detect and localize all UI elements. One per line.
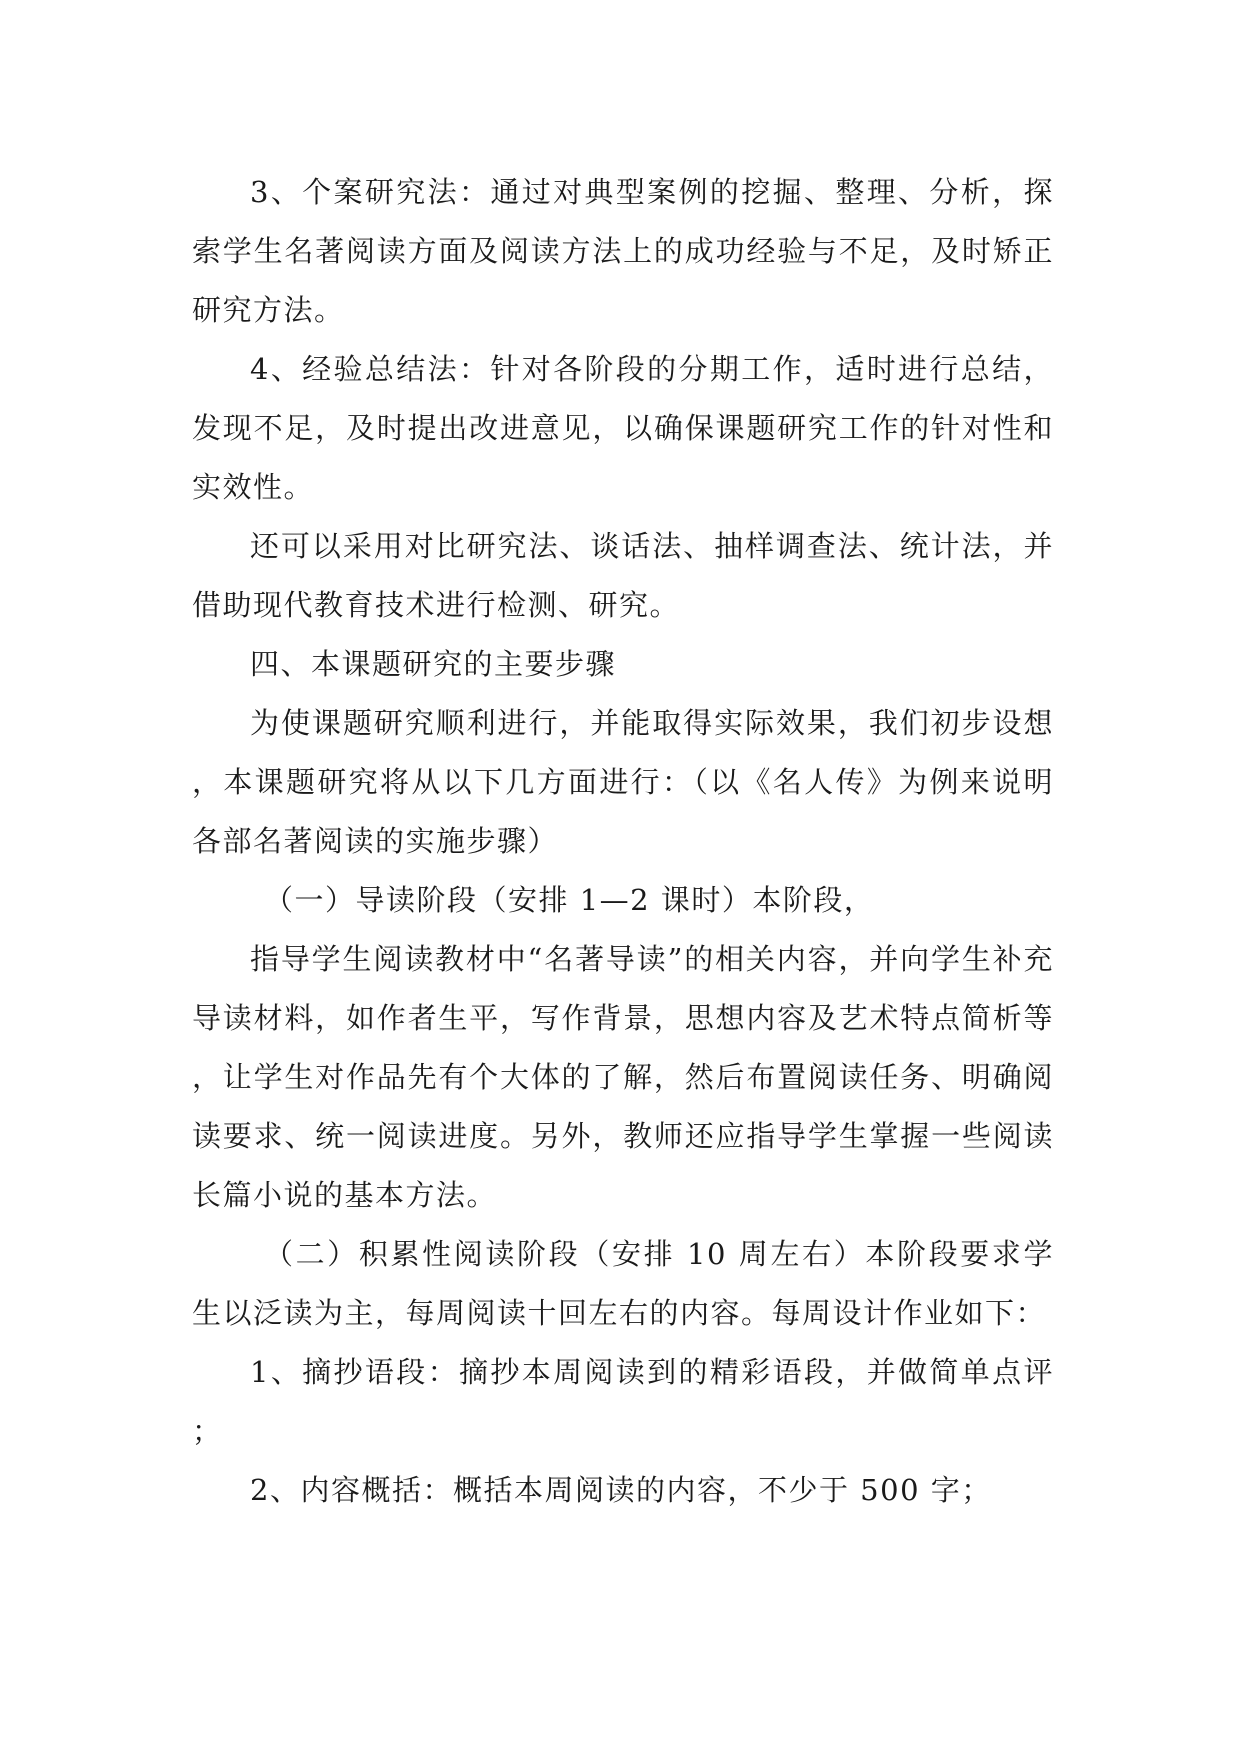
paragraph-case-study-method: 3、个案研究法：通过对典型案例的挖掘、整理、分析，探索学生名著阅读方面及阅读方法上的成功经验与不足，及时矫正研究方法。 bbox=[192, 175, 1054, 327]
subheading-guided-reading-stage: （一）导读阶段（安排 1—2 课时）本阶段， bbox=[264, 883, 875, 917]
paragraph-other-methods: 还可以采用对比研究法、谈话法、抽样调查法、统计法，并借助现代教育技术进行检测、研究。 bbox=[192, 529, 1054, 622]
list-item-summary: 2、内容概括：概括本周阅读的内容，不少于 500 字； bbox=[250, 1473, 992, 1507]
section-heading-main-steps: 四、本课题研究的主要步骤 bbox=[250, 647, 617, 681]
document-body bbox=[192, 163, 1054, 1520]
paragraph-accumulative-reading-stage: （二）积累性阅读阶段（安排 10 周左右）本阶段要求学生以泛读为主，每周阅读十回左右的内容。每周设计作业如下： bbox=[192, 1237, 1054, 1330]
paragraph-experience-summary-method: 4、经验总结法：针对各阶段的分期工作，适时进行总结，发现不足，及时提出改进意见，以确保课题研究工作的针对性和实效性。 bbox=[192, 352, 1054, 504]
list-item-excerpt: 1、摘抄语段：摘抄本周阅读到的精彩语段，并做简单点评； bbox=[192, 1355, 1054, 1448]
paragraph-steps-intro: 为使课题研究顺利进行，并能取得实际效果，我们初步设想，本课题研究将从以下几方面进行：（以《名人传》为例来说明各部名著阅读的实施步骤） bbox=[192, 706, 1054, 858]
paragraph-guided-reading-detail: 指导学生阅读教材中“名著导读”的相关内容，并向学生补充导读材料，如作者生平，写作背景，思想内容及艺术特点简析等，让学生对作品先有个大体的了解，然后布置阅读任务、明确阅读要求、统一阅读进度。另外，教师还应指导学生掌握一些阅读长篇小说的基本方法。 bbox=[192, 942, 1054, 1212]
